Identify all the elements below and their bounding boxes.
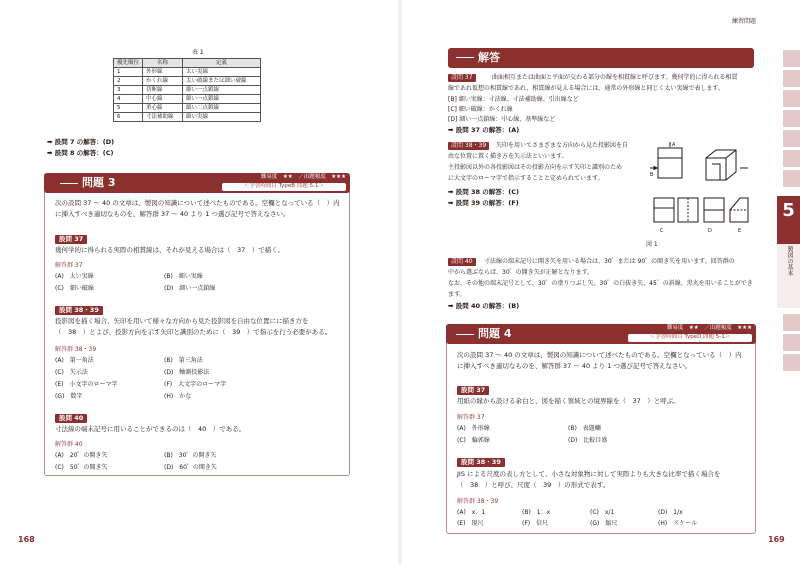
choice[interactable]: (C) 細い破線 (55, 285, 94, 292)
question-38-39-text-line2: （ 38 ）とよび、投影方向を示す矢印と識別のために（ 39 ）で指示を行う必要がある。 (55, 328, 332, 336)
question-38-39-text-line2: （ 38 ）と呼び、尺度（ 39 ）の形式で表す。 (457, 481, 610, 489)
problem-3-intro-line1: 次の設問 37 ～ 40 の文章は、製図の知識について述べたものである。空欄となっている（ ）内 (55, 199, 340, 207)
answer-heading: 解答 (478, 51, 500, 64)
table-cell: 太い実線 (183, 68, 261, 77)
table-row (114, 77, 261, 86)
choice[interactable]: (D) 比較目盛 (568, 437, 608, 444)
index-tab (783, 110, 800, 127)
answer-38-39-line: 主投影図以外の各投影図はその投影方向を示す矢印と識別のため (448, 164, 623, 171)
choice[interactable]: (E) 小文字のローマ字 (55, 381, 118, 388)
answer-q8: ➡ 設問 8 の解答：(C) (47, 149, 114, 157)
table-cell: 1 (114, 68, 143, 77)
choice[interactable]: (A) 第一角法 (55, 357, 94, 364)
table-cell: 細い一点鎖線 (183, 86, 261, 95)
table-caption: 表 1 (192, 49, 204, 56)
answer-37-line: [D] 細い一点鎖線：中心線、基準線など (448, 116, 556, 123)
choice[interactable]: (C) 50゜の開き矢 (55, 464, 108, 471)
choice[interactable]: (B) 30゜の開き矢 (164, 452, 217, 459)
problem-4-reference: ＜学習時間目 TypeD 問題 5-1＞ (649, 334, 731, 340)
question-37-label: 設問 37 (457, 386, 489, 395)
group-38-39-label: 解答群 38・39 (457, 498, 499, 505)
choice[interactable]: (G) 数字 (55, 393, 83, 400)
header-rule (60, 183, 78, 184)
question-37-text: 幾何学的に得られる実際の相貫線は、それが見える場合は（ 37 ）で描く。 (55, 246, 285, 254)
choice[interactable]: (D) 1/x (658, 509, 683, 516)
answer-37-line: 曲面相互または曲面と平面が交わる部分の線を相貫線と呼びます。幾何学的に得られる相貫 (492, 74, 738, 81)
index-tab (783, 70, 800, 87)
index-tab (783, 354, 800, 371)
answer-39-result: ➡ 設問 39 の解答：(F) (448, 199, 519, 207)
table-header: 優先順位 (114, 59, 143, 68)
problem-3-intro-line2: に挿入すべき適切なものを、解答群 37 ～ 40 より 1 つ選び記号で答えなさい。 (55, 210, 290, 218)
answer-40-line: 中から選ぶならば、30゜の開き矢が正解となります。 (448, 269, 594, 276)
index-tab (783, 130, 800, 147)
problem-4-intro-line2: に挿入すべき適切なものを、解答群 37 ～ 40 より 1 つ選び記号で答えなさい。 (457, 362, 692, 370)
answer-38-39-label: 設問 38・39 (448, 142, 489, 150)
answer-37-line: 線であれ仮想の相貫線であれ、相貫線が見える場合には、通常の外形線と同じく太い実線で表します。 (448, 85, 724, 92)
answer-40-line: なお、その他の端末記号として、30゜の塗りつぶし矢、30゜の白抜き矢、45゜の斜線、黒丸を用いることができ (448, 280, 753, 287)
group-40-label: 解答群 40 (55, 441, 83, 448)
right-page (402, 0, 800, 564)
answer-38-39-line: 由な位置に置く描き方を矢示法といいます。 (448, 153, 568, 160)
index-tab (783, 150, 800, 167)
choice[interactable]: (C) 矢示法 (55, 369, 88, 376)
table-cell: 3 (114, 86, 143, 95)
choice[interactable]: (B) 第三角法 (164, 357, 203, 364)
problem-4-intro-line1: 次の設問 37 ～ 40 の文章は、製図の知識について述べたものである。空欄となっている（ ）内 (457, 351, 742, 359)
figure-label: C (660, 228, 664, 234)
answer-38-39-line: に大文字のローマ字で指示することと定められています。 (448, 175, 604, 182)
choice[interactable]: (G) 縮尺 (590, 520, 618, 527)
table-header: 名称 (143, 59, 183, 68)
choice[interactable]: (A) 太い実線 (55, 273, 94, 280)
running-head: 練習問題 (732, 18, 757, 25)
choice[interactable]: (H) かな (164, 393, 192, 400)
answer-40-label: 設問 40 (448, 258, 476, 266)
table-cell: 細い一点鎖線 (183, 95, 261, 104)
question-40-text: 寸法線の端末記号に用いることができるのは（ 40 ）である。 (55, 425, 246, 433)
problem-3-title: 問題 3 (82, 176, 116, 189)
problem-4-title: 問題 4 (478, 327, 512, 340)
table-cell: 5 (114, 104, 143, 113)
choice[interactable]: (C) x/1 (590, 509, 615, 516)
table-cell: 6 (114, 113, 143, 122)
figure-caption: 図 1 (646, 241, 658, 248)
line-types-table (113, 58, 261, 122)
answer-37-line: [B] 細い実線：寸法線、寸法補助線、引出線など (448, 96, 579, 103)
choice[interactable]: (E) 現尺 (457, 520, 484, 527)
choice[interactable]: (C) 輪郭線 (457, 437, 490, 444)
table-row (114, 95, 261, 104)
page-number-left: 168 (18, 535, 35, 544)
choice[interactable]: (A) 外形線 (457, 425, 490, 432)
table-cell: かくれ線 (143, 77, 183, 86)
choice[interactable]: (B) 表題欄 (568, 425, 601, 432)
group-38-39-label: 解答群 38・39 (55, 346, 97, 353)
answer-q7: ➡ 設問 7 の解答：(D) (47, 138, 115, 146)
index-tab (783, 50, 800, 67)
page-number-right: 169 (768, 535, 785, 544)
question-38-39-text-line1: 投影図を描く場合、矢印を用いて様々な方向から見た投影図を自由な位置にに描き方を (55, 317, 309, 325)
question-40-label: 設問 40 (55, 414, 87, 423)
group-37-label: 解答群 37 (457, 414, 485, 421)
table-cell: 太い破線または細い破線 (183, 77, 261, 86)
table-row (114, 86, 261, 95)
answer-38-result: ➡ 設問 38 の解答：(C) (448, 188, 519, 196)
problem-3-reference: ＜学習時間目 TypeB 問題 5-1＞ (243, 183, 325, 189)
answer-40-result: ➡ 設問 40 の解答：(B) (448, 302, 520, 310)
answer-37-line: [C] 細い破線：かくれ線 (448, 106, 513, 113)
heading-rule (456, 57, 474, 58)
choice[interactable]: (B) 1：x (522, 509, 551, 516)
answer-38-39-line: 矢印を用いてさまざまな方向から見た投影図を自 (496, 142, 629, 149)
figure-label: E (738, 228, 742, 234)
question-37-label: 設問 37 (55, 235, 87, 244)
figure-label: A (672, 142, 676, 148)
table-cell: 細い実線 (183, 113, 261, 122)
group-37-label: 解答群 37 (55, 262, 83, 269)
projection-figure (648, 140, 756, 240)
question-38-39-label: 設問 38・39 (457, 458, 505, 467)
choice[interactable]: (A) x：1 (457, 509, 486, 516)
choice[interactable]: (D) 60゜の開き矢 (164, 464, 217, 471)
table-cell: 外形線 (143, 68, 183, 77)
choice[interactable]: (D) 軸測投影法 (164, 369, 210, 376)
table-cell: 4 (114, 95, 143, 104)
index-tab (783, 334, 800, 351)
index-tab (783, 170, 800, 187)
left-page (0, 0, 398, 564)
chapter-number: 5 (782, 200, 795, 221)
table-header-row (114, 59, 261, 68)
table-cell: 重心線 (143, 104, 183, 113)
choice[interactable]: (D) 細い一点鎖線 (164, 285, 216, 292)
answer-37-result: ➡ 設問 37 の解答：(A) (448, 126, 520, 134)
table-cell: 2 (114, 77, 143, 86)
table-row (114, 113, 261, 122)
question-38-39-label: 設問 38・39 (55, 306, 103, 315)
table-cell: 中心線 (143, 95, 183, 104)
choice[interactable]: (F) 大文字のローマ字 (164, 381, 227, 388)
problem-3-difficulty: 難易度 ★★ ／出題頻度 ★★★ (260, 174, 346, 180)
choice[interactable]: (A) 20゜の開き矢 (55, 452, 108, 459)
figure-label: D (708, 228, 712, 234)
answer-40-line: ます。 (448, 291, 466, 298)
answer-40-line: 寸法線の端末記号に開き矢を用いる場合は、30゜または 90゜の開き矢を用います。回答群の (484, 258, 735, 265)
table-cell: 切断線 (143, 86, 183, 95)
choice[interactable]: (B) 細い実線 (164, 273, 203, 280)
table-header: 定義 (183, 59, 261, 68)
problem-4-difficulty: 難易度 ★★ ／出題頻度 ★★★ (666, 325, 752, 331)
question-38-39-text-line1: JIS による尺度の表し方として、小さな対象物に対して実際よりも大きな比率で描く場合を (457, 470, 721, 478)
chapter-label: 製図の基本 (786, 246, 793, 276)
index-tab (783, 90, 800, 107)
table-row (114, 68, 261, 77)
choice[interactable]: (H) スケール (658, 520, 698, 527)
figure-label: B (650, 172, 654, 178)
choice[interactable]: (F) 倍尺 (522, 520, 549, 527)
question-37-text: 用紙の縁から設ける余白と、図を描く領域との境界線を（ 37 ）と呼ぶ。 (457, 397, 680, 405)
index-tab (783, 314, 800, 331)
table-cell: 寸法補助線 (143, 113, 183, 122)
answer-37-label: 設問 37 (448, 74, 476, 82)
table-row (114, 104, 261, 113)
header-rule (456, 334, 474, 335)
table-cell: 細い二点鎖線 (183, 104, 261, 113)
